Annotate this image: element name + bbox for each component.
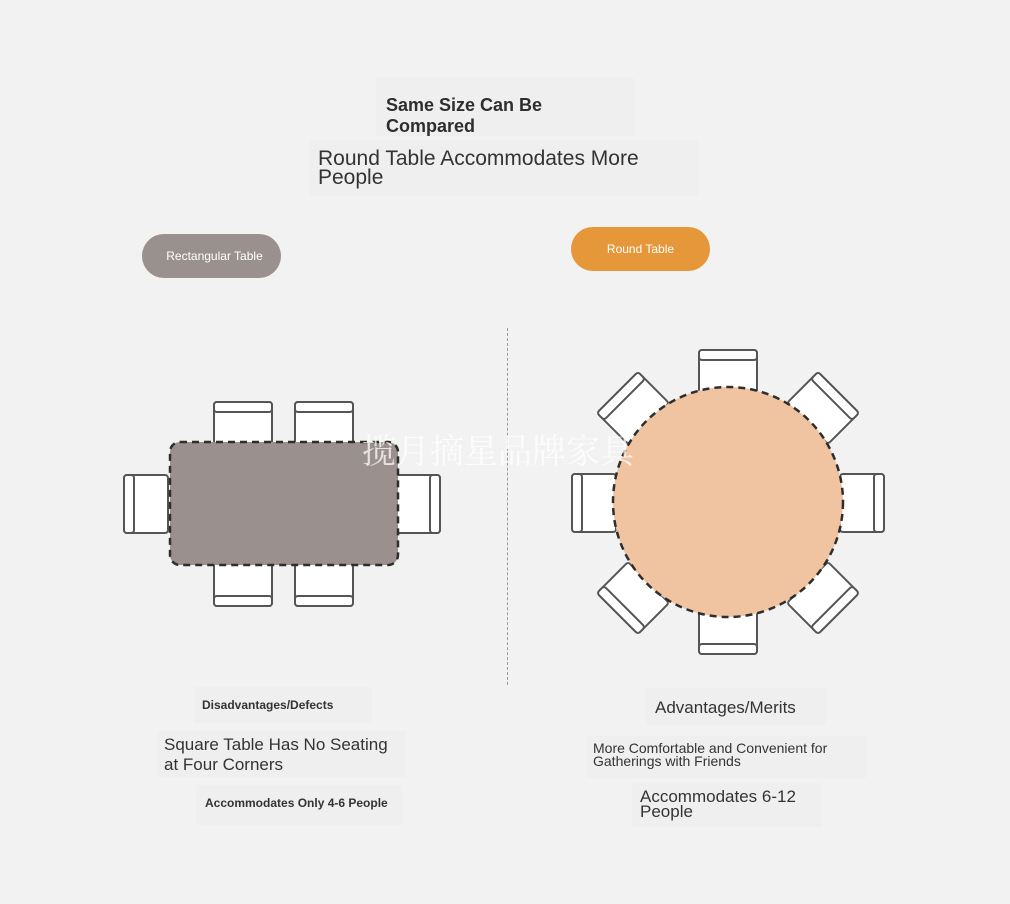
chair [572,474,616,532]
round-capacity: Accommodates 6-12 People [632,783,822,827]
chair [295,562,353,606]
chair [214,402,272,446]
rectangular-table-label: Rectangular Table [142,234,281,278]
page-title: Same Size Can Be Compared [376,78,634,136]
rectangular-capacity: Accommodates Only 4-6 People [196,785,402,825]
page-subtitle: Round Table Accommodates More People [310,140,698,196]
advantages-heading: More Comfortable and Convenient for Gatherings with Friends [586,736,866,778]
chair [214,562,272,606]
disadvantages-label: Disadvantages/Defects [194,687,372,723]
round-table-diagram [572,350,884,654]
watermark: 揽月摘星品牌家具 [362,432,634,472]
round-table-label: Round Table [571,227,710,271]
chair [124,475,168,533]
round-tabletop [613,387,843,617]
disadvantages-heading: Square Table Has No Seating at Four Corners [158,731,406,777]
advantages-label: Advantages/Merits [646,688,826,726]
chair [840,474,884,532]
chair [295,402,353,446]
chair [396,475,440,533]
